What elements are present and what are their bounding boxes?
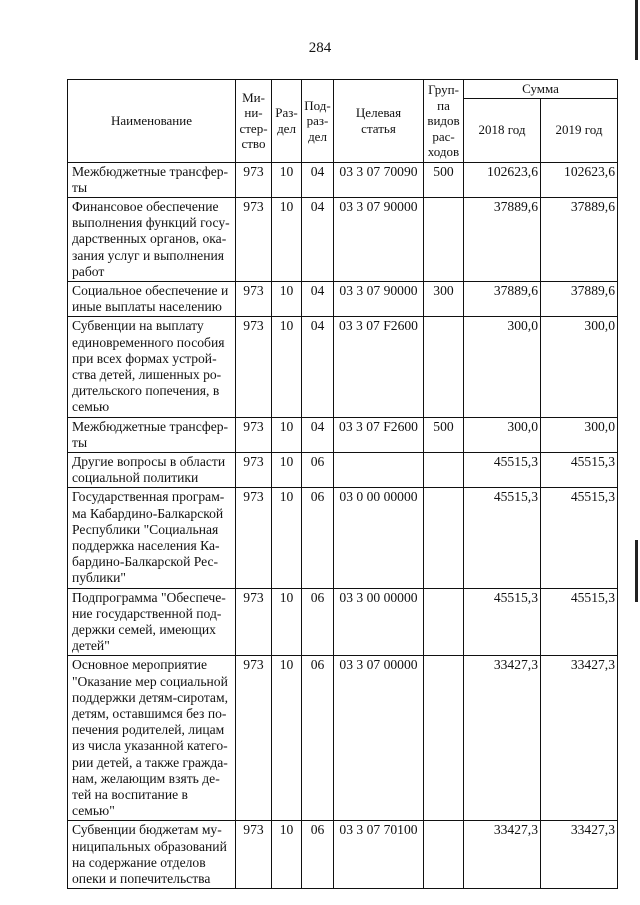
cell-name: Государственная програм- ма Кабардино-Балкарской Республики "Социальная поддержка населения Ка- бардино-Балкарской Рес- публики" (68, 488, 236, 588)
cell-expense-group (424, 656, 464, 821)
table-row (68, 588, 618, 656)
header-sum: Сумма (464, 80, 618, 99)
cell-section: 10 (272, 588, 302, 656)
cell-sum-2018: 37889,6 (464, 281, 541, 316)
cell-section: 10 (272, 452, 302, 487)
cell-sum-2019: 102623,6 (541, 162, 618, 197)
cell-sum-2019: 45515,3 (541, 588, 618, 656)
cell-ministry: 973 (236, 656, 272, 821)
cell-target-article: 03 3 07 F2600 (334, 317, 424, 417)
header-target-article: Целевая статья (334, 80, 424, 163)
cell-name: Межбюджетные трансфер- ты (68, 417, 236, 452)
budget-table (67, 79, 618, 889)
cell-subsection: 06 (302, 488, 334, 588)
table-row (68, 162, 618, 197)
cell-target-article: 03 0 00 00000 (334, 488, 424, 588)
cell-sum-2018: 45515,3 (464, 488, 541, 588)
cell-subsection: 04 (302, 281, 334, 316)
cell-ministry: 973 (236, 821, 272, 889)
cell-section: 10 (272, 656, 302, 821)
header-year-2019: 2019 год (541, 98, 618, 162)
cell-sum-2018: 37889,6 (464, 197, 541, 281)
cell-name: Субвенции бюджетам му- ниципальных образований на содержание отделов опеки и попечительства (68, 821, 236, 889)
header-expense-group: Груп- па видов рас- ходов (424, 80, 464, 163)
cell-sum-2019: 300,0 (541, 417, 618, 452)
cell-sum-2019: 45515,3 (541, 488, 618, 588)
cell-name: Социальное обеспечение и иные выплаты населению (68, 281, 236, 316)
cell-target-article: 03 3 07 00000 (334, 656, 424, 821)
cell-section: 10 (272, 317, 302, 417)
cell-section: 10 (272, 417, 302, 452)
cell-expense-group (424, 821, 464, 889)
cell-target-article: 03 3 07 F2600 (334, 417, 424, 452)
cell-sum-2018: 300,0 (464, 417, 541, 452)
cell-ministry: 973 (236, 317, 272, 417)
cell-sum-2019: 33427,3 (541, 656, 618, 821)
page-number: 284 (308, 40, 332, 56)
table-row (68, 488, 618, 588)
cell-subsection: 06 (302, 452, 334, 487)
cell-expense-group (424, 452, 464, 487)
header-ministry: Ми- ни- стер- ство (236, 80, 272, 163)
cell-expense-group (424, 317, 464, 417)
cell-expense-group (424, 588, 464, 656)
cell-subsection: 04 (302, 162, 334, 197)
table-row (68, 317, 618, 417)
table-row (68, 197, 618, 281)
cell-ministry: 973 (236, 197, 272, 281)
cell-ministry: 973 (236, 488, 272, 588)
cell-subsection: 04 (302, 197, 334, 281)
cell-section: 10 (272, 821, 302, 889)
cell-name: Субвенции на выплату единовременного пособия при всех формах устрой- ства детей, лишенных ро- дительского попечения, в семью (68, 317, 236, 417)
cell-sum-2018: 45515,3 (464, 452, 541, 487)
cell-name: Основное мероприятие "Оказание мер социальной поддержки детям-сиротам, детям, оставшимся без по- печения родителей, лицам из числа указанной катего- рии детей, а также гражда- нам, желающим взять де- тей на воспитание в семью" (68, 656, 236, 821)
cell-expense-group: 500 (424, 417, 464, 452)
cell-name: Другие вопросы в области социальной политики (68, 452, 236, 487)
cell-target-article: 03 3 07 70090 (334, 162, 424, 197)
cell-sum-2018: 33427,3 (464, 821, 541, 889)
cell-ministry: 973 (236, 281, 272, 316)
cell-subsection: 06 (302, 588, 334, 656)
cell-section: 10 (272, 281, 302, 316)
header-section: Раз- дел (272, 80, 302, 163)
cell-ministry: 973 (236, 162, 272, 197)
cell-name: Подпрограмма "Обеспече- ние государственной под- держки семей, имеющих детей" (68, 588, 236, 656)
cell-sum-2019: 33427,3 (541, 821, 618, 889)
cell-sum-2018: 45515,3 (464, 588, 541, 656)
table-row (68, 417, 618, 452)
cell-sum-2019: 37889,6 (541, 197, 618, 281)
cell-sum-2018: 300,0 (464, 317, 541, 417)
table-header (68, 80, 618, 163)
header-name: Наименование (68, 80, 236, 163)
cell-expense-group (424, 197, 464, 281)
cell-target-article (334, 452, 424, 487)
scan-margin-mark (635, 0, 638, 60)
table-row (68, 656, 618, 821)
table-row (68, 281, 618, 316)
cell-sum-2018: 33427,3 (464, 656, 541, 821)
cell-name: Финансовое обеспечение выполнения функций госу- дарственных органов, ока- зания услуг и выполнения работ (68, 197, 236, 281)
cell-sum-2019: 45515,3 (541, 452, 618, 487)
scan-margin-mark (635, 540, 638, 602)
cell-subsection: 06 (302, 821, 334, 889)
cell-target-article: 03 3 07 70100 (334, 821, 424, 889)
cell-subsection: 06 (302, 656, 334, 821)
cell-section: 10 (272, 197, 302, 281)
cell-ministry: 973 (236, 452, 272, 487)
cell-sum-2019: 37889,6 (541, 281, 618, 316)
cell-expense-group: 500 (424, 162, 464, 197)
cell-subsection: 04 (302, 317, 334, 417)
cell-sum-2019: 300,0 (541, 317, 618, 417)
table-row (68, 821, 618, 889)
cell-target-article: 03 3 00 00000 (334, 588, 424, 656)
cell-section: 10 (272, 488, 302, 588)
header-year-2018: 2018 год (464, 98, 541, 162)
cell-target-article: 03 3 07 90000 (334, 197, 424, 281)
cell-ministry: 973 (236, 588, 272, 656)
table-row (68, 452, 618, 487)
cell-sum-2018: 102623,6 (464, 162, 541, 197)
table-body (68, 162, 618, 889)
cell-section: 10 (272, 162, 302, 197)
header-subsection: Под- раз- дел (302, 80, 334, 163)
cell-name: Межбюджетные трансфер- ты (68, 162, 236, 197)
cell-expense-group: 300 (424, 281, 464, 316)
cell-target-article: 03 3 07 90000 (334, 281, 424, 316)
cell-expense-group (424, 488, 464, 588)
cell-ministry: 973 (236, 417, 272, 452)
cell-subsection: 04 (302, 417, 334, 452)
